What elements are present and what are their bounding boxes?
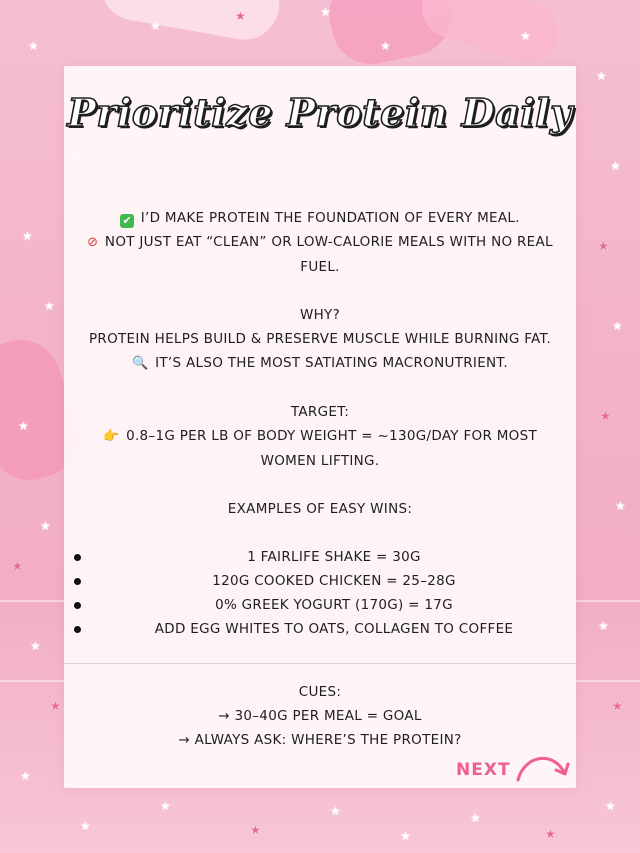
examples-heading: EXAMPLES OF EASY WINS: bbox=[227, 501, 413, 517]
page-title: Prioritize Protein Daily bbox=[67, 90, 573, 135]
star-icon: ★ bbox=[610, 159, 621, 173]
background-ribbon bbox=[95, 0, 284, 45]
cues-line-1: → 30–40G PER MEAL = GOAL bbox=[218, 708, 422, 724]
bullet-icon bbox=[74, 602, 81, 609]
star-icon: ★ bbox=[520, 29, 531, 43]
star-icon: ★ bbox=[545, 827, 556, 841]
list-item: 120G COOKED CHICKEN = 25–28G bbox=[64, 569, 576, 593]
star-icon: ★ bbox=[320, 5, 331, 19]
star-icon: ★ bbox=[50, 699, 61, 713]
why-heading: WHY? bbox=[299, 307, 341, 323]
star-icon: ★ bbox=[600, 409, 611, 423]
intro-line-1 bbox=[64, 206, 576, 230]
star-icon: ★ bbox=[605, 799, 616, 813]
next-button[interactable]: NEXT bbox=[456, 760, 511, 780]
star-icon: ★ bbox=[30, 639, 41, 653]
bullet-icon bbox=[74, 554, 81, 561]
bullet-icon bbox=[74, 578, 81, 585]
examples-list bbox=[64, 545, 576, 641]
why-line-2 bbox=[64, 351, 576, 376]
star-icon: ★ bbox=[598, 619, 609, 633]
bullet-icon bbox=[74, 626, 81, 633]
cues-line-2: → ALWAYS ASK: WHERE’S THE PROTEIN? bbox=[178, 732, 462, 748]
magnifying-glass-icon: 🔍 bbox=[132, 356, 149, 371]
intro-prohibited-text: NOT JUST EAT “CLEAN” OR LOW-CALORIE MEALS WITH NO REAL FUEL. bbox=[104, 234, 553, 275]
star-icon: ★ bbox=[80, 819, 91, 833]
star-icon: ★ bbox=[612, 699, 623, 713]
star-icon: ★ bbox=[598, 239, 609, 253]
intro-check-text: I’D MAKE PROTEIN THE FOUNDATION OF EVERY MEAL. bbox=[140, 210, 520, 226]
star-icon: ★ bbox=[235, 9, 246, 23]
star-icon: ★ bbox=[150, 19, 161, 33]
curved-arrow-icon[interactable] bbox=[512, 748, 574, 788]
star-icon: ★ bbox=[18, 419, 29, 433]
list-item: 1 FAIRLIFE SHAKE = 30G bbox=[64, 545, 576, 569]
star-icon: ★ bbox=[20, 769, 31, 783]
star-icon: ★ bbox=[22, 229, 33, 243]
star-icon: ★ bbox=[160, 799, 171, 813]
star-icon: ★ bbox=[44, 299, 55, 313]
why-text: PROTEIN HELPS BUILD & PRESERVE MUSCLE WHILE BURNING FAT. bbox=[88, 331, 552, 347]
list-item: ADD EGG WHITES TO OATS, COLLAGEN TO COFFEE bbox=[64, 617, 576, 641]
prohibited-icon: ⊘ bbox=[87, 235, 99, 250]
content-card bbox=[64, 66, 576, 788]
target-text: 0.8–1G PER LB OF BODY WEIGHT = ~130G/DAY FOR MOST WOMEN LIFTING. bbox=[126, 428, 538, 469]
pointing-hand-icon: 👉 bbox=[102, 429, 120, 444]
list-item: 0% GREEK YOGURT (170G) = 17G bbox=[64, 593, 576, 617]
star-icon: ★ bbox=[12, 559, 23, 573]
star-icon: ★ bbox=[400, 829, 411, 843]
target-heading: TARGET: bbox=[290, 404, 350, 420]
cues-heading: CUES: bbox=[298, 684, 342, 700]
why-text-2: IT’S ALSO THE MOST SATIATING MACRONUTRIENT. bbox=[155, 355, 508, 371]
card-body bbox=[64, 206, 576, 752]
star-icon: ★ bbox=[330, 804, 341, 818]
section-divider bbox=[64, 663, 576, 664]
star-icon: ★ bbox=[380, 39, 391, 53]
star-icon: ★ bbox=[250, 823, 261, 837]
star-icon: ★ bbox=[28, 39, 39, 53]
star-icon: ★ bbox=[615, 499, 626, 513]
intro-line-2 bbox=[64, 230, 576, 279]
target-line bbox=[64, 424, 576, 473]
check-mark-icon: ✔ bbox=[120, 214, 134, 228]
star-icon: ★ bbox=[612, 319, 623, 333]
star-icon: ★ bbox=[40, 519, 51, 533]
star-icon: ★ bbox=[596, 69, 607, 83]
star-icon: ★ bbox=[470, 811, 481, 825]
